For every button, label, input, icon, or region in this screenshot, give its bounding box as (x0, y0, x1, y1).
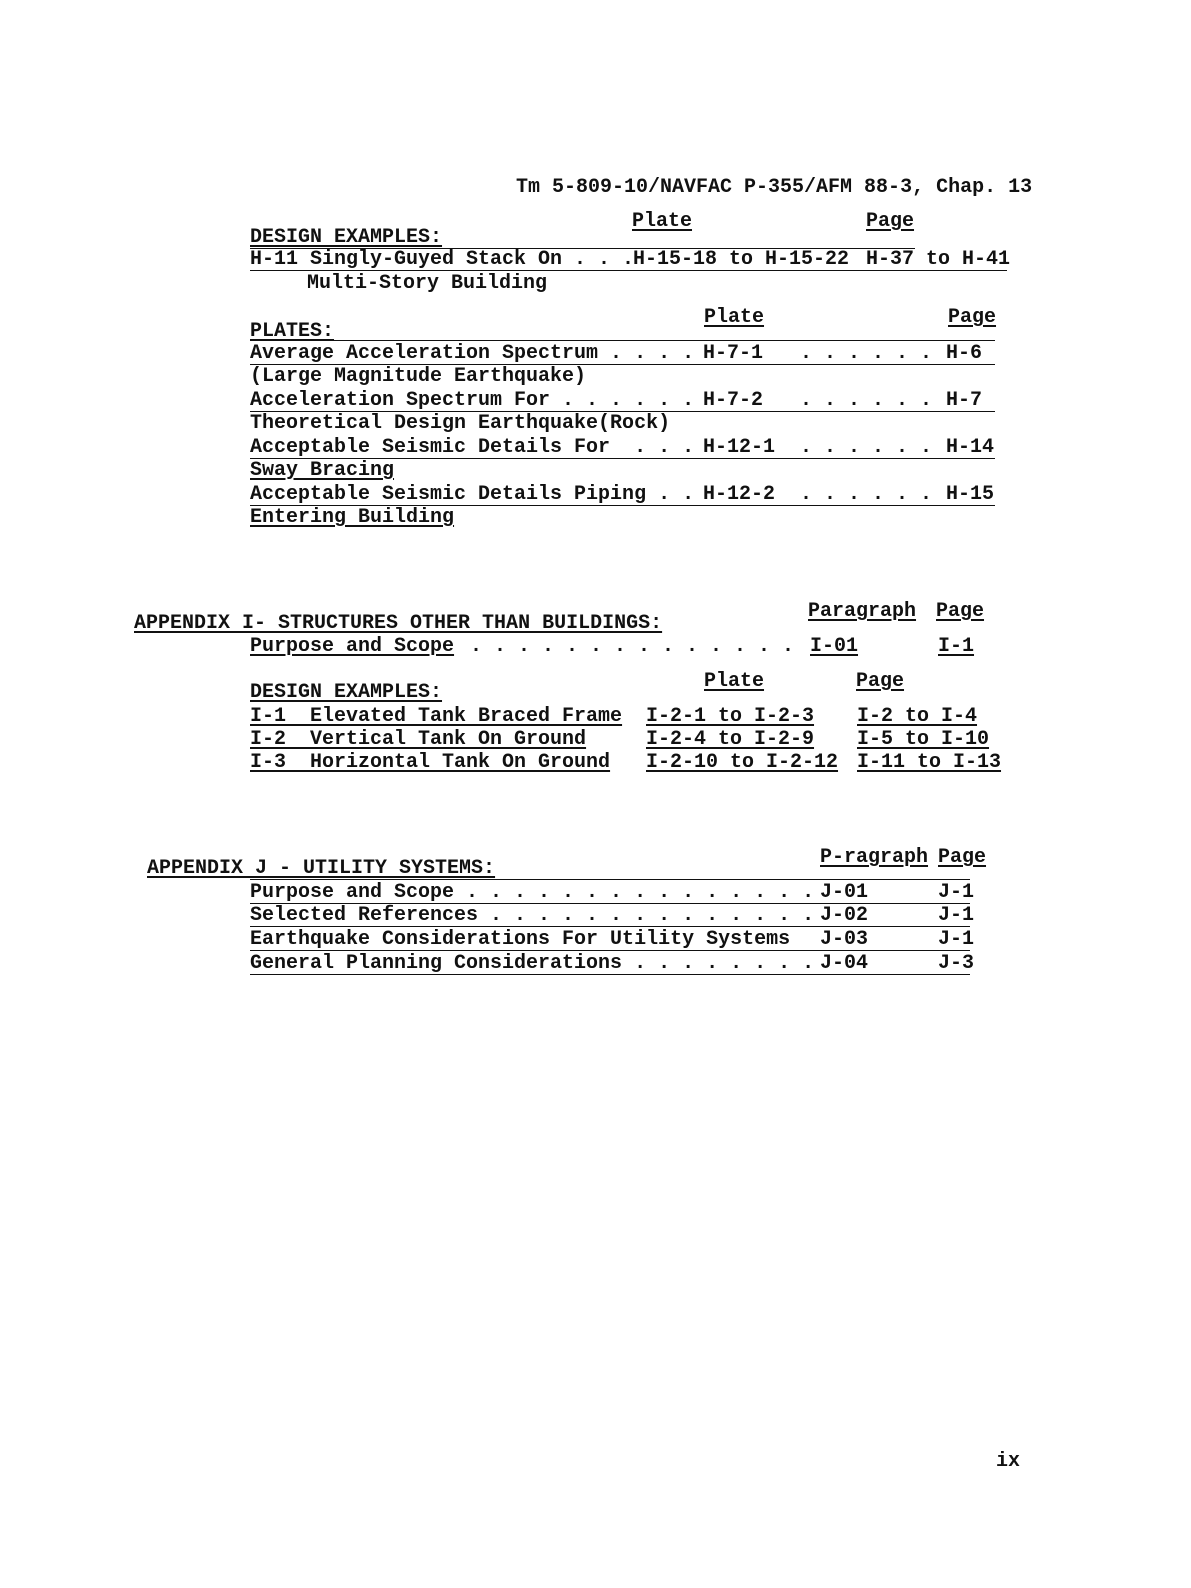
entry-page: J-1 (938, 904, 975, 927)
entry-plate: H-7-2 (703, 389, 764, 412)
entry-page: I-11 to I-13 (857, 751, 1002, 774)
leader-dots: . . . . . . (800, 436, 933, 459)
entry-title: H-11 Singly-Guyed Stack On . . . (250, 248, 635, 271)
col-plate-heading: Plate (704, 306, 765, 329)
entry-plate: I-2-1 to I-2-3 (646, 705, 815, 728)
entry-page: I-2 to I-4 (857, 705, 978, 728)
leader-dots: . . . . . . (800, 389, 933, 412)
entry-title: I-2 Vertical Tank On Ground (250, 728, 587, 751)
entry-page: J-1 (938, 881, 975, 904)
entry-plate: I-2-10 to I-2-12 (646, 751, 839, 774)
col-page-heading: Page (856, 670, 905, 693)
entry-page: H-15 (946, 483, 995, 506)
entry-title-continued: Theoretical Design Earthquake(Rock) (250, 412, 671, 435)
entry-title: Average Acceleration Spectrum . . . . (250, 342, 695, 365)
section-heading-design-examples: DESIGN EXAMPLES: (250, 681, 443, 704)
entry-plate: H-15-18 to H-15-22 (633, 248, 850, 271)
divider (250, 270, 1007, 271)
leader-dots: . . . . . . . . . . . . . . (470, 635, 795, 658)
entry-page: I-5 to I-10 (857, 728, 990, 751)
entry-page: J-3 (938, 952, 975, 975)
entry-paragraph: J-01 (820, 881, 869, 904)
section-heading-design-examples: DESIGN EXAMPLES: (250, 226, 443, 249)
entry-title: I-3 Horizontal Tank On Ground (250, 751, 611, 774)
col-paragraph-heading: Paragraph (808, 600, 917, 623)
col-paragraph-heading: P-ragraph (820, 846, 929, 869)
entry-title: Acceptable Seismic Details For . . . (250, 436, 695, 459)
entry-title-continued: (Large Magnitude Earthquake) (250, 365, 587, 388)
entry-title-continued: Multi-Story Building (307, 272, 548, 295)
entry-title: Selected References . . . . . . . . . . . . . . (250, 904, 815, 927)
entry-paragraph: J-03 (820, 928, 869, 951)
entry-paragraph: J-02 (820, 904, 869, 927)
document-id: Tm 5-809-10/NAVFAC P-355/AFM 88-3, Chap. 13 (516, 176, 1033, 199)
entry-title: Acceptable Seismic Details Piping . . (250, 483, 695, 506)
appendix-heading: APPENDIX I- STRUCTURES OTHER THAN BUILDINGS: (134, 612, 663, 635)
section-heading-plates: PLATES: (250, 320, 335, 343)
entry-plate: H-7-1 (703, 342, 764, 365)
col-page-heading: Page (948, 306, 997, 329)
entry-page: H-6 (946, 342, 983, 365)
entry-plate: H-12-2 (703, 483, 776, 506)
col-page-heading: Page (938, 846, 987, 869)
entry-plate: I-2-4 to I-2-9 (646, 728, 815, 751)
leader-dots: . . . . . . (800, 483, 933, 506)
divider (250, 926, 970, 927)
leader-dots: . . . . . . (800, 342, 933, 365)
entry-paragraph: J-04 (820, 952, 869, 975)
entry-paragraph: I-01 (810, 635, 859, 658)
appendix-heading: APPENDIX J - UTILITY SYSTEMS: (147, 857, 496, 880)
entry-page: I-1 (938, 635, 975, 658)
entry-title: I-1 Elevated Tank Braced Frame (250, 705, 623, 728)
entry-title: General Planning Considerations . . . . . . . . (250, 952, 815, 975)
divider (250, 340, 995, 341)
entry-title: Purpose and Scope . . . . . . . . . . . . . . . (250, 881, 815, 904)
entry-title: Purpose and Scope (250, 635, 455, 658)
col-plate-heading: Plate (632, 210, 693, 233)
page-number: ix (996, 1450, 1021, 1473)
entry-title: Earthquake Considerations For Utility Systems (250, 928, 791, 951)
entry-page: H-14 (946, 436, 995, 459)
divider (250, 950, 970, 951)
entry-title-continued: Entering Building (250, 506, 455, 529)
col-page-heading: Page (936, 600, 985, 623)
entry-title-continued: Sway Bracing (250, 459, 395, 482)
entry-plate: H-12-1 (703, 436, 776, 459)
col-page-heading: Page (866, 210, 915, 233)
entry-page: J-1 (938, 928, 975, 951)
entry-page: H-37 to H-41 (866, 248, 1011, 271)
divider (250, 879, 970, 880)
divider (250, 974, 970, 975)
entry-page: H-7 (946, 389, 983, 412)
col-plate-heading: Plate (704, 670, 765, 693)
entry-title: Acceleration Spectrum For . . . . . . (250, 389, 695, 412)
